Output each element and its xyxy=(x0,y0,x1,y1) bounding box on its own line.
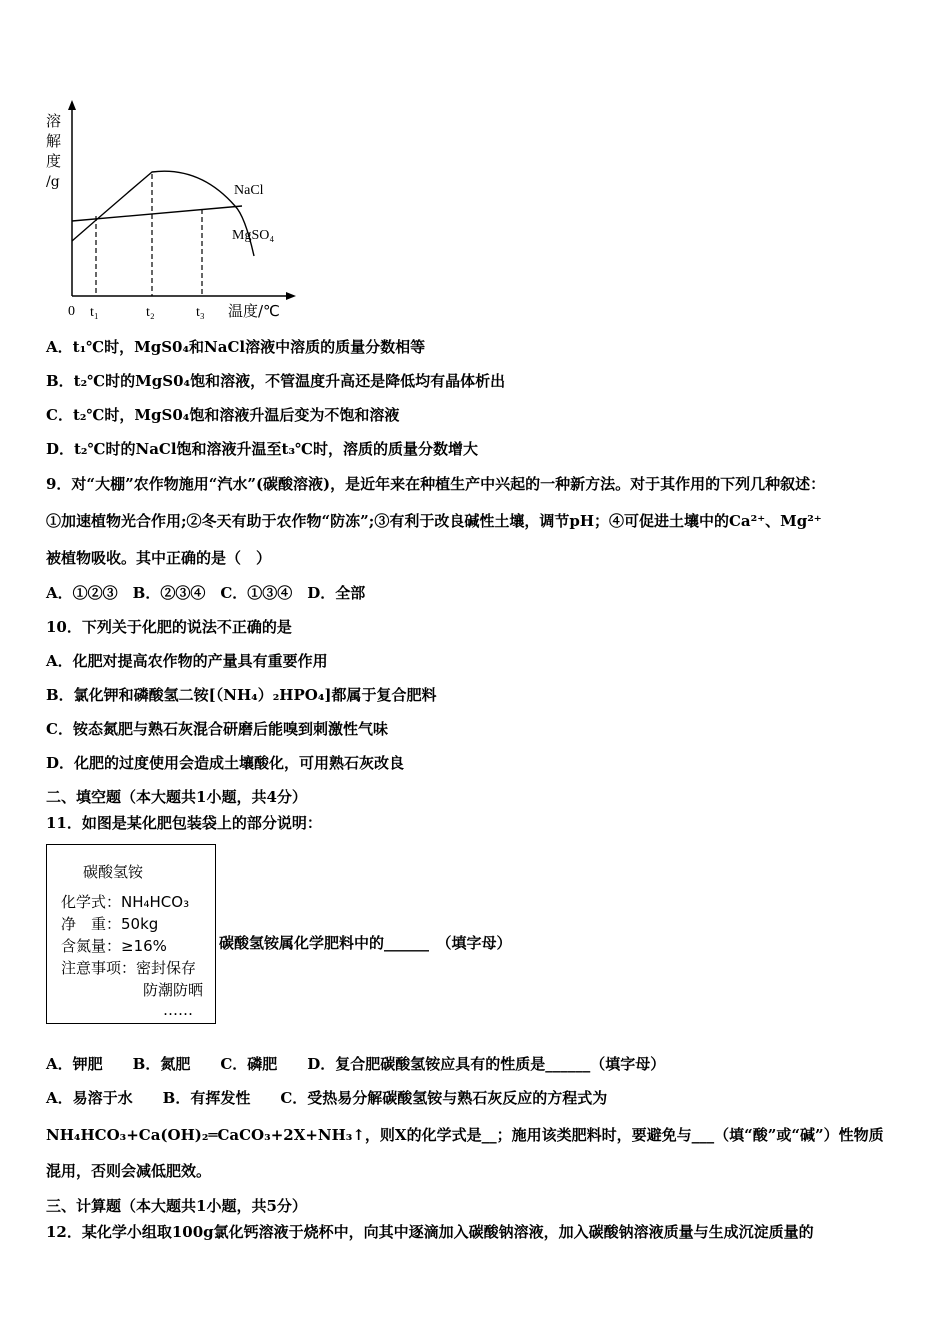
solubility-graph xyxy=(40,96,310,321)
package-notice-2: 防潮防晒 xyxy=(143,981,204,999)
q8-option-a: A．t₁℃时，MgS0₄和NaCl溶液中溶质的质量分数相等 xyxy=(46,338,426,356)
tick-t3: t₃ xyxy=(196,305,205,320)
package-nitrogen: 含氮量：≥16% xyxy=(61,937,167,955)
y-axis-label-3: 度 xyxy=(46,152,62,170)
q8-option-b: B．t₂℃时的MgS0₄饱和溶液，不管温度升高还是降低均有晶体析出 xyxy=(46,372,506,390)
y-axis-label-4: /g xyxy=(46,174,60,190)
q12-stem: 12．某化学小组取100g氯化钙溶液于烧杯中，向其中逐滴加入碳酸钠溶液，加入碳酸钠溶液质量与生成沉淀质量的 xyxy=(46,1223,814,1241)
q11-end: 混用，否则会减低肥效。 xyxy=(46,1162,212,1180)
tick-t2: t₂ xyxy=(146,305,155,320)
q11-options-1: A．钾肥 B．氮肥 C．磷肥 D．复合肥碳酸氢铵应具有的性质是______（填字母） xyxy=(46,1055,666,1073)
package-product-name: 碳酸氢铵 xyxy=(83,863,144,881)
origin-label: 0 xyxy=(68,304,75,319)
q10-stem: 10．下列关于化肥的说法不正确的是 xyxy=(46,618,292,636)
q11-stem: 11．如图是某化肥包装袋上的部分说明： xyxy=(46,814,322,832)
fertilizer-package-label xyxy=(46,844,216,1024)
package-notice: 注意事项：密封保存 xyxy=(61,959,197,977)
y-axis-label-2: 解 xyxy=(46,132,62,150)
q10-option-a: A．化肥对提高农作物的产量具有重要作用 xyxy=(46,652,328,670)
section2-title: 二、填空题（本大题共1小题，共4分） xyxy=(46,788,307,806)
nacl-label: NaCl xyxy=(234,183,264,198)
q10-option-c: C．铵态氮肥与熟石灰混合研磨后能嗅到刺激性气味 xyxy=(46,720,388,738)
q11-options-2: A．易溶于水 B．有挥发性 C．受热易分解碳酸氢铵与熟石灰反应的方程式为 xyxy=(46,1089,608,1107)
q8-option-c: C．t₂℃时，MgS0₄饱和溶液升温后变为不饱和溶液 xyxy=(46,406,400,424)
q9-options: A．①②③ B．②③④ C．①③④ D．全部 xyxy=(46,584,366,602)
x-axis-label: 温度/℃ xyxy=(228,302,280,320)
q10-option-d: D．化肥的过度使用会造成土壤酸化，可用熟石灰改良 xyxy=(46,754,405,772)
q11-equation: NH₄HCO₃+Ca(OH)₂═CaCO₃+2X+NH₃↑，则X的化学式是__；施用该类肥料时，要避免与___（填“酸”或“碱”）性物质 xyxy=(46,1126,884,1144)
tick-t1: t₁ xyxy=(90,305,99,320)
x-axis-arrow xyxy=(286,292,296,300)
q9-stem-line2: ①加速植物光合作用;②冬天有助于农作物“防冻”;③有利于改良碱性土壤，调节pH；④可促进土壤中的Ca²⁺、Mg²⁺ xyxy=(46,512,822,530)
package-formula: 化学式：NH₄HCO₃ xyxy=(61,893,190,911)
q9-stem-line1: 9．对“大棚”农作物施用“汽水”(碳酸溶液)，是近年来在种植生产中兴起的一种新方法。对于其作用的下列几种叙述： xyxy=(46,475,826,493)
section3-title: 三、计算题（本大题共1小题，共5分） xyxy=(46,1197,307,1215)
package-weight: 净 重：50kg xyxy=(61,915,159,933)
y-axis-label-1: 溶 xyxy=(46,112,62,130)
q9-stem-line3: 被植物吸收。其中正确的是（ ） xyxy=(46,549,272,567)
q8-option-d: D．t₂℃时的NaCl饱和溶液升温至t₃℃时，溶质的质量分数增大 xyxy=(46,440,479,458)
mgso4-label: MgSO₄ xyxy=(232,228,275,243)
q11-part1: 碳酸氢铵属化学肥料中的______ （填字母） xyxy=(219,934,512,952)
y-axis-arrow xyxy=(68,100,76,110)
package-ellipsis: …… xyxy=(163,1001,193,1019)
q10-option-b: B．氯化钾和磷酸氢二铵[（NH₄）₂HPO₄]都属于复合肥料 xyxy=(46,686,437,704)
